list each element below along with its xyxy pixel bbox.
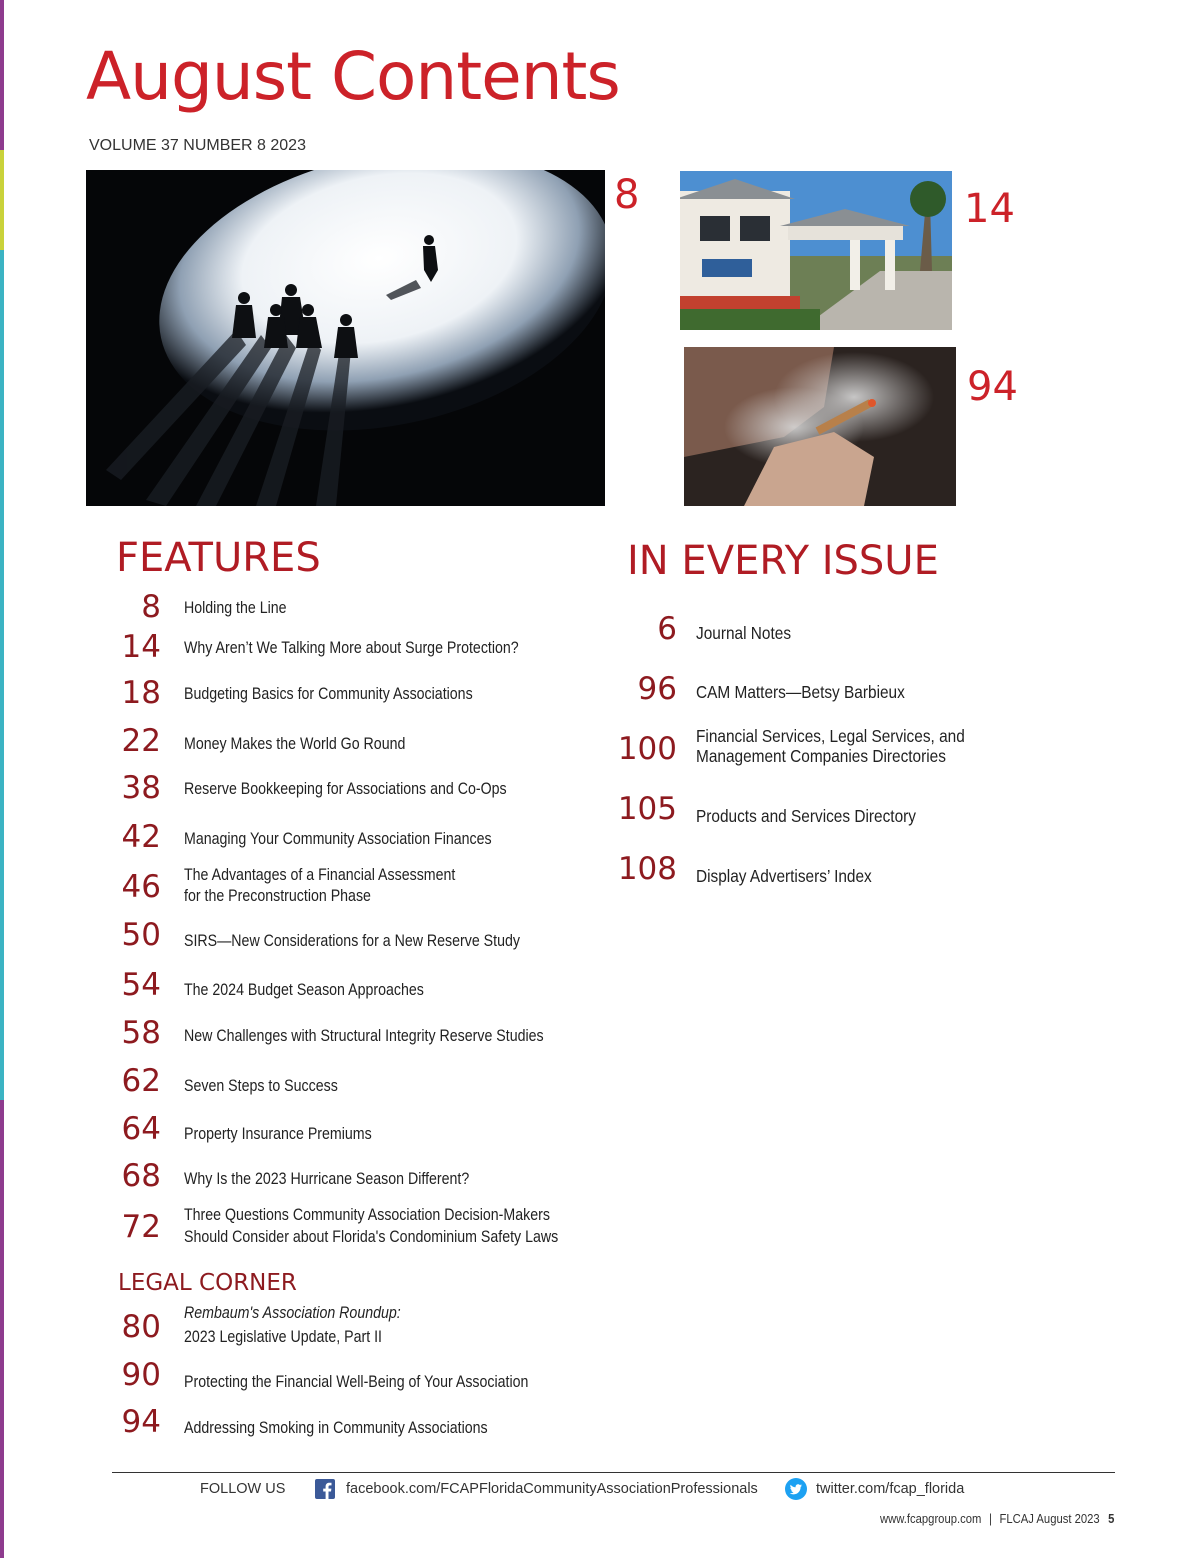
- feature-title-line-2[interactable]: for the Preconstruction Phase: [184, 887, 371, 905]
- feature-title-line-2[interactable]: Should Consider about Florida's Condominium Safety Laws: [184, 1228, 559, 1246]
- facebook-icon[interactable]: [315, 1479, 335, 1499]
- footer-page-number: 5: [1107, 1512, 1114, 1526]
- feature-page-number: 42: [121, 819, 161, 855]
- feature-page-number: 64: [121, 1111, 161, 1147]
- feature-title[interactable]: Holding the Line: [184, 599, 287, 617]
- issue-title[interactable]: Display Advertisers’ Index: [696, 866, 872, 886]
- twitter-icon[interactable]: [785, 1478, 807, 1500]
- feature-title[interactable]: SIRS—New Considerations for a New Reserve Study: [184, 932, 520, 950]
- issue-page-number: 100: [617, 731, 677, 767]
- spotlight-people-photo: [86, 170, 605, 506]
- issue-title[interactable]: Journal Notes: [696, 623, 792, 643]
- edge-band-teal: [0, 250, 4, 1100]
- feature-page-number: 72: [121, 1209, 161, 1245]
- gatehouse-photo: [680, 171, 952, 330]
- issue-page-number: 6: [657, 611, 677, 647]
- issue-title[interactable]: Products and Services Directory: [696, 806, 916, 826]
- feature-title[interactable]: The Advantages of a Financial Assessment: [184, 866, 456, 884]
- every-issue-heading: IN EVERY ISSUE: [627, 538, 939, 584]
- feature-page-number: 62: [121, 1063, 161, 1099]
- feature-title[interactable]: Money Makes the World Go Round: [184, 735, 406, 753]
- footer-separator: |: [988, 1512, 992, 1526]
- issue-title[interactable]: Financial Services, Legal Services, and: [696, 726, 965, 746]
- footer-rule: [112, 1472, 1115, 1473]
- edge-band-green: [0, 150, 4, 250]
- legal-page-number: 80: [121, 1309, 161, 1345]
- feature-title[interactable]: Three Questions Community Association Decision-Makers: [184, 1206, 550, 1224]
- photo-page-number: 14: [964, 186, 1015, 232]
- feature-page-number: 46: [121, 869, 161, 905]
- legal-title[interactable]: Rembaum's Association Roundup:: [184, 1304, 401, 1322]
- photo-page-number: 8: [614, 172, 640, 218]
- feature-title[interactable]: Reserve Bookkeeping for Associations and Co-Ops: [184, 780, 507, 798]
- legal-title[interactable]: Protecting the Financial Well-Being of Your Association: [184, 1373, 529, 1391]
- feature-page-number: 22: [121, 723, 161, 759]
- page-footer: [880, 1512, 1114, 1526]
- feature-page-number: 38: [121, 770, 161, 806]
- feature-page-number: 8: [141, 589, 161, 625]
- feature-title[interactable]: Why Is the 2023 Hurricane Season Different?: [184, 1170, 470, 1188]
- issue-page-number: 108: [617, 851, 677, 887]
- feature-title[interactable]: Managing Your Community Association Finances: [184, 830, 492, 848]
- issue-title[interactable]: CAM Matters—Betsy Barbieux: [696, 682, 905, 702]
- twitter-link[interactable]: twitter.com/fcap_florida: [816, 1481, 965, 1497]
- footer-site[interactable]: www.fcapgroup.com: [879, 1512, 981, 1526]
- feature-page-number: 50: [121, 917, 161, 953]
- photo-page-number: 94: [967, 364, 1018, 410]
- issue-page-number: 96: [637, 671, 677, 707]
- feature-title[interactable]: The 2024 Budget Season Approaches: [184, 981, 424, 999]
- legal-title-line-2[interactable]: 2023 Legislative Update, Part II: [184, 1328, 383, 1346]
- feature-page-number: 18: [121, 675, 161, 711]
- feature-title[interactable]: Property Insurance Premiums: [184, 1125, 372, 1143]
- feature-title[interactable]: New Challenges with Structural Integrity Reserve Studies: [184, 1027, 544, 1045]
- edge-band-purple-lower: [0, 1100, 4, 1558]
- volume-line: VOLUME 37 NUMBER 8 2023: [89, 137, 306, 154]
- smoking-photo: [684, 347, 956, 506]
- feature-page-number: 54: [121, 967, 161, 1003]
- feature-page-number: 14: [121, 629, 161, 665]
- footer-journal: FLCAJ August 2023: [999, 1512, 1100, 1526]
- issue-title-line-2[interactable]: Management Companies Directories: [696, 746, 946, 766]
- feature-title[interactable]: Budgeting Basics for Community Associations: [184, 685, 473, 703]
- legal-corner-heading: LEGAL CORNER: [118, 1270, 297, 1296]
- feature-title[interactable]: Seven Steps to Success: [184, 1077, 338, 1095]
- edge-band-purple: [0, 0, 4, 150]
- issue-page-number: 105: [617, 791, 677, 827]
- feature-title[interactable]: Why Aren’t We Talking More about Surge Protection?: [184, 639, 519, 657]
- facebook-link[interactable]: facebook.com/FCAPFloridaCommunityAssociationProfessionals: [346, 1481, 758, 1497]
- features-heading: FEATURES: [116, 535, 321, 581]
- legal-page-number: 90: [121, 1357, 161, 1393]
- legal-page-number: 94: [121, 1404, 161, 1440]
- follow-us-label: FOLLOW US: [200, 1481, 286, 1497]
- feature-page-number: 68: [121, 1158, 161, 1194]
- legal-title[interactable]: Addressing Smoking in Community Associations: [184, 1419, 488, 1437]
- feature-page-number: 58: [121, 1015, 161, 1051]
- page-title: August Contents: [86, 38, 620, 115]
